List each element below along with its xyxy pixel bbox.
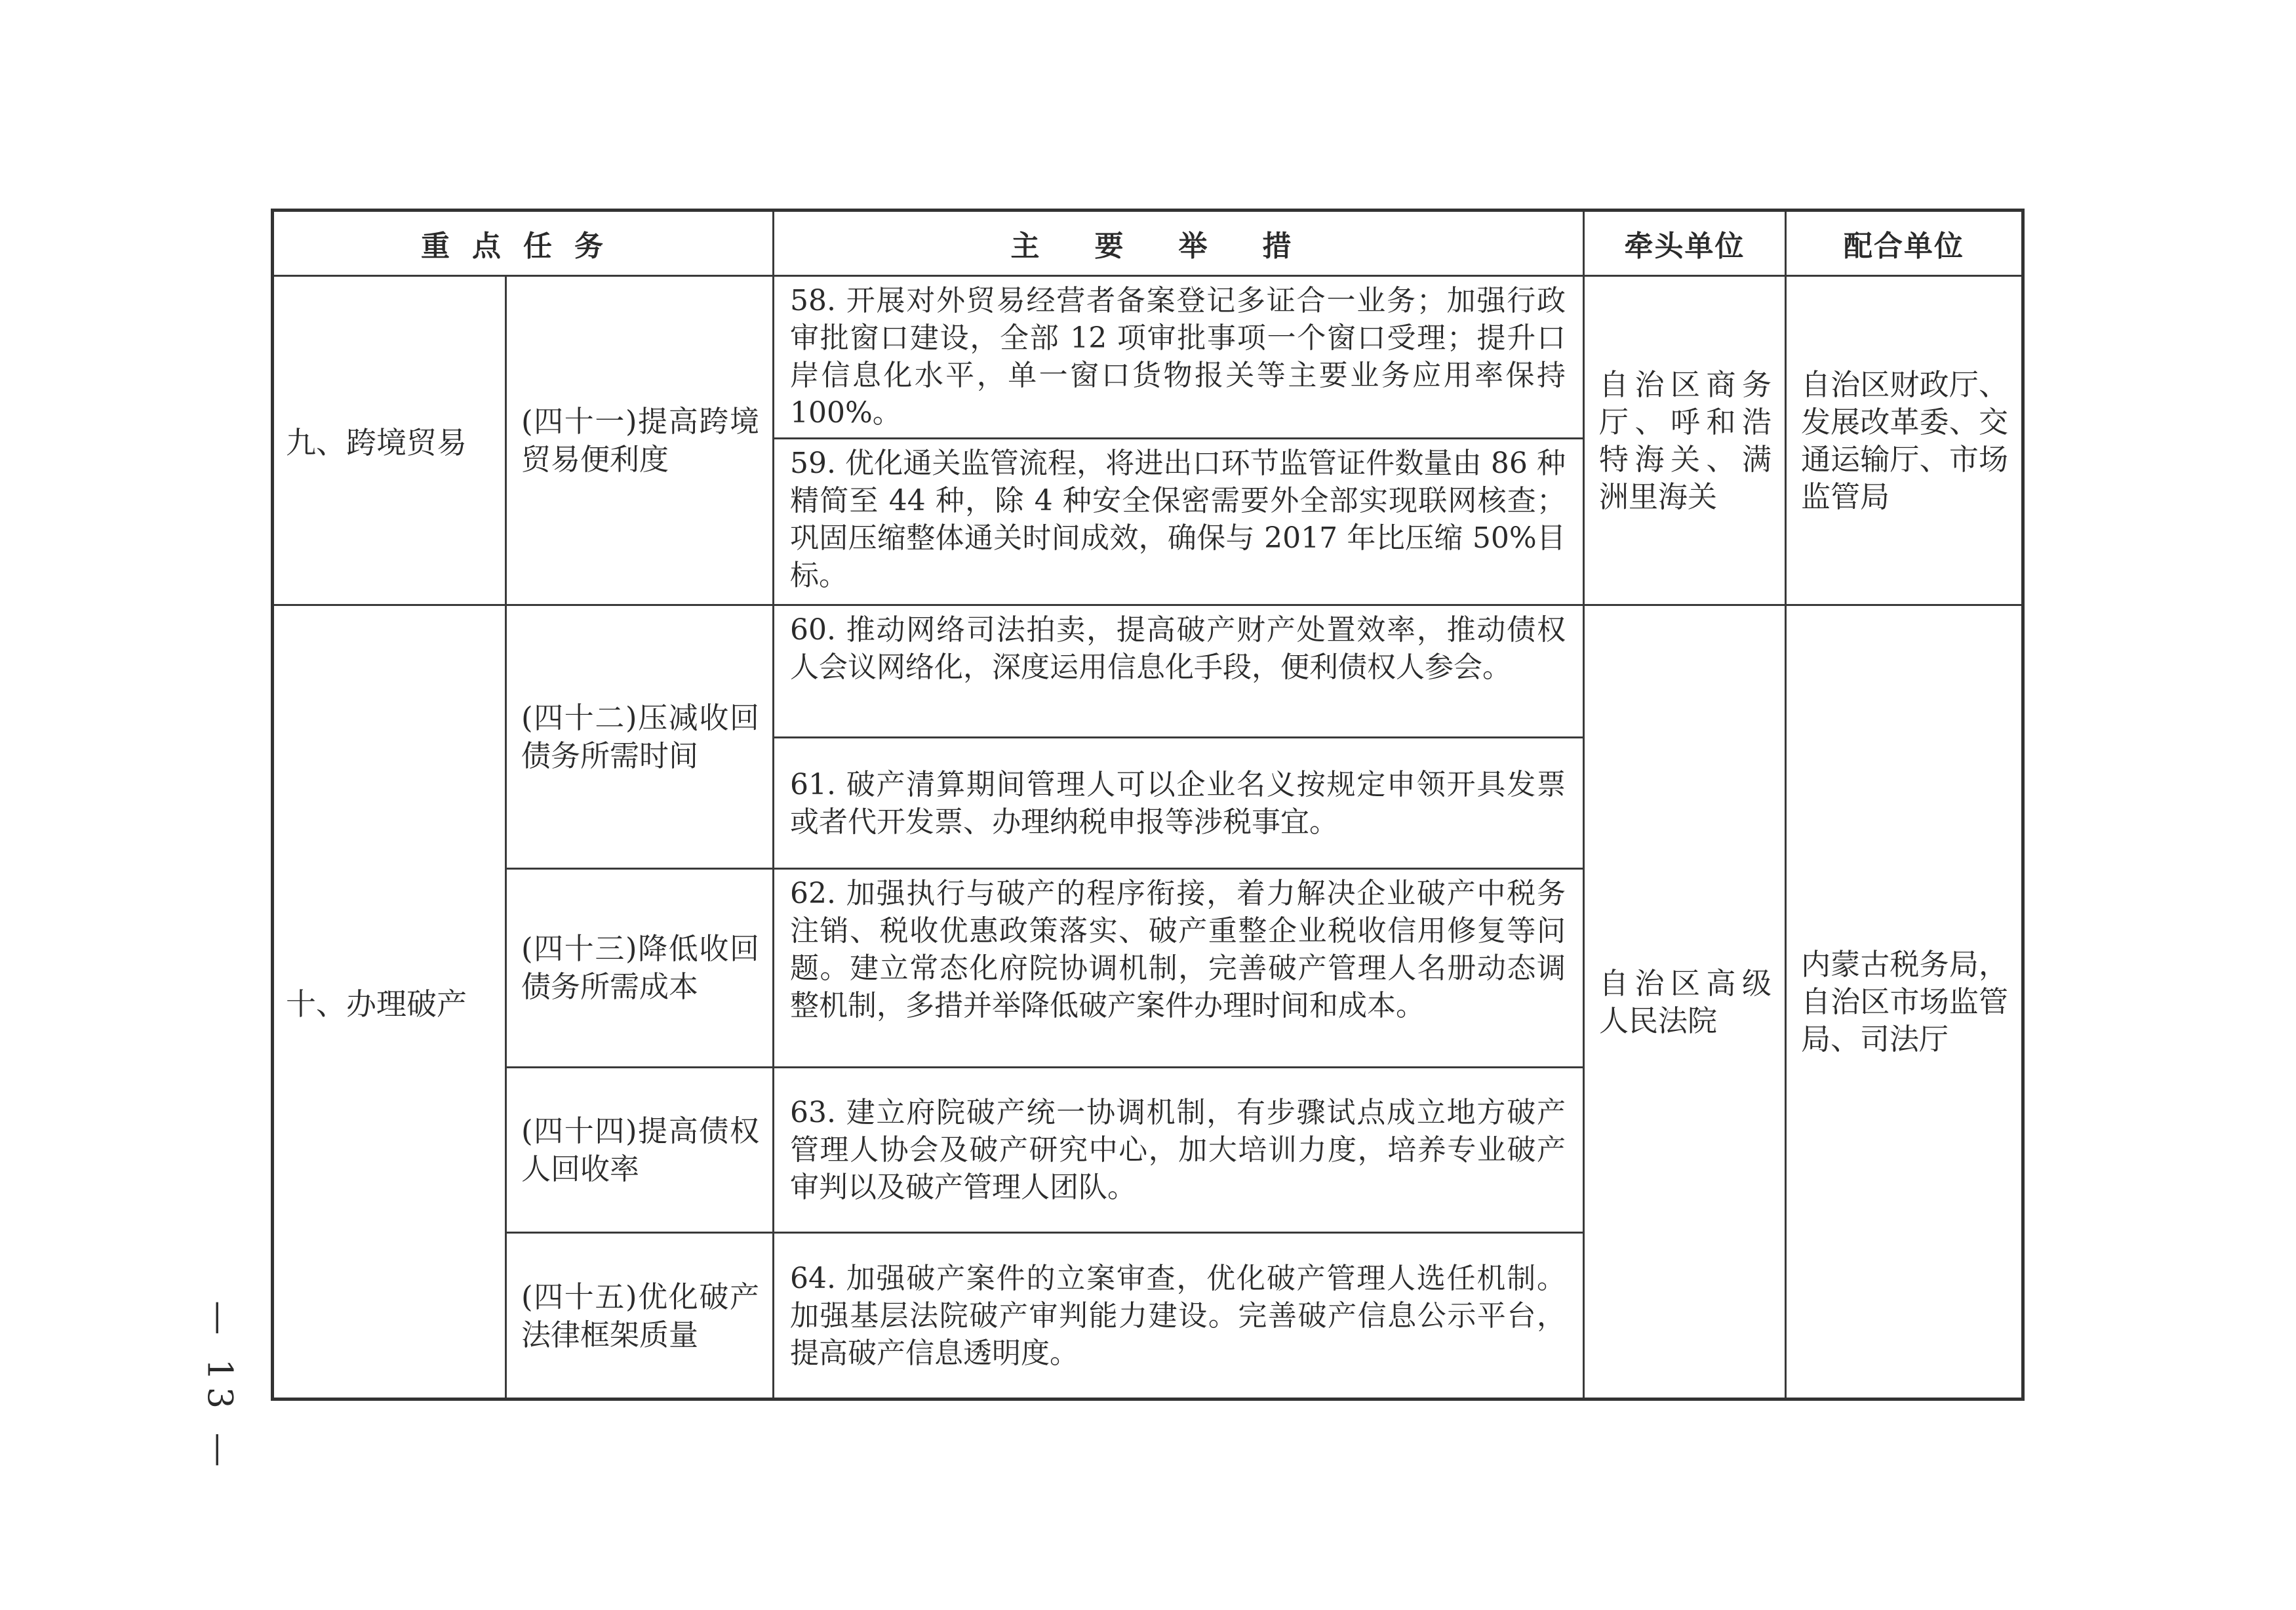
measure-cell: 62. 加强执行与破产的程序衔接，着力解决企业破产中税务注销、税收优惠政策落实、破产重整企业税收信用修复等问题。建立常态化府院协调机制，完善破产管理人名册动态调整机制，多措并举降低破产案件办理时间和成本。 [774, 869, 1584, 1068]
measure-cell: 60. 推动网络司法拍卖，提高破产财产处置效率，推动债权人会议网络化，深度运用信息化手段，便利债权人参会。 [774, 605, 1584, 738]
subtask-cell: (四十三)降低收回债务所需成本 [506, 869, 774, 1068]
page-number [200, 1300, 240, 1474]
measure-cell: 61. 破产清算期间管理人可以企业名义按规定申领开具发票或者代开发票、办理纳税申报等涉税事宜。 [774, 738, 1584, 869]
subtask-cell: (四十二)压减收回债务所需时间 [506, 605, 774, 869]
lead-unit-cell: 自治区商务厅、呼和浩特海关、满洲里海关 [1584, 276, 1786, 605]
category-cell: 十、办理破产 [273, 605, 506, 1399]
table-row [273, 276, 2023, 439]
measure-cell: 64. 加强破产案件的立案审查，优化破产管理人选任机制。加强基层法院破产审判能力建设。完善破产信息公示平台，提高破产信息透明度。 [774, 1233, 1584, 1399]
measure-cell: 58. 开展对外贸易经营者备案登记多证合一业务；加强行政审批窗口建设，全部 12 项审批事项一个窗口受理；提升口岸信息化水平，单一窗口货物报关等主要业务应用率保持 100%。 [774, 276, 1584, 439]
header-lead-unit: 牵头单位 [1584, 211, 1786, 276]
measure-cell: 63. 建立府院破产统一协调机制，有步骤试点成立地方破产管理人协会及破产研究中心，加大培训力度，培养专业破产审判以及破产管理人团队。 [774, 1068, 1584, 1233]
header-task: 重点任务 [273, 211, 774, 276]
table-row [273, 605, 2023, 738]
header-cooperate-unit: 配合单位 [1786, 211, 2023, 276]
category-cell: 九、跨境贸易 [273, 276, 506, 605]
subtask-cell: (四十一)提高跨境贸易便利度 [506, 276, 774, 605]
subtask-cell: (四十四)提高债权人回收率 [506, 1068, 774, 1233]
header-measure: 主要举措 [774, 211, 1584, 276]
page-number-label: — 13 — [200, 1300, 240, 1474]
lead-unit-cell: 自治区高级人民法院 [1584, 605, 1786, 1399]
measure-cell: 59. 优化通关监管流程，将进出口环节监管证件数量由 86 种精简至 44 种，除 4 种安全保密需要外全部实现联网核查；巩固压缩整体通关时间成效，确保与 2017 年比压缩 50%目标。 [774, 439, 1584, 605]
table-header-row [273, 211, 2023, 276]
cooperate-unit-cell: 自治区财政厅、发展改革委、交通运输厅、市场监管局 [1786, 276, 2023, 605]
task-table [271, 209, 2025, 1401]
subtask-cell: (四十五)优化破产法律框架质量 [506, 1233, 774, 1399]
cooperate-unit-cell: 内蒙古税务局，自治区市场监管局、司法厅 [1786, 605, 2023, 1399]
